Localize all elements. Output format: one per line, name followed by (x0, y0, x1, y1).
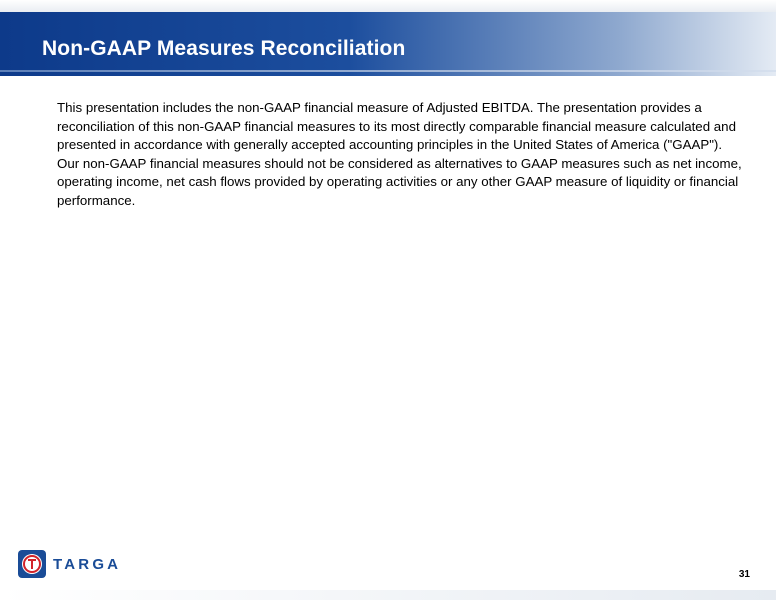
logo-wordmark: TARGA (53, 555, 122, 573)
company-logo (18, 550, 121, 578)
top-strip (0, 0, 776, 12)
targa-logo-icon (18, 550, 46, 578)
title-underline (0, 70, 776, 72)
body-paragraph: This presentation includes the non-GAAP financial measure of Adjusted EBITDA. The presentation provides a reconciliation of this non-GAAP financial measures to its most directly comparable financial measure calculated and presented in accordance with generally accepted accounting principles in the United States of America ("GAAP"). Our non-GAAP financial measures should not be considered as alternatives to GAAP measures such as net income, operating income, net cash flows provided by operating activities or any other GAAP measure of liquidity or financial performance. (57, 100, 742, 208)
title-bar (0, 12, 776, 76)
page-title: Non-GAAP Measures Reconciliation (42, 37, 406, 60)
bottom-strip (0, 590, 776, 600)
page-number: 31 (738, 569, 750, 580)
